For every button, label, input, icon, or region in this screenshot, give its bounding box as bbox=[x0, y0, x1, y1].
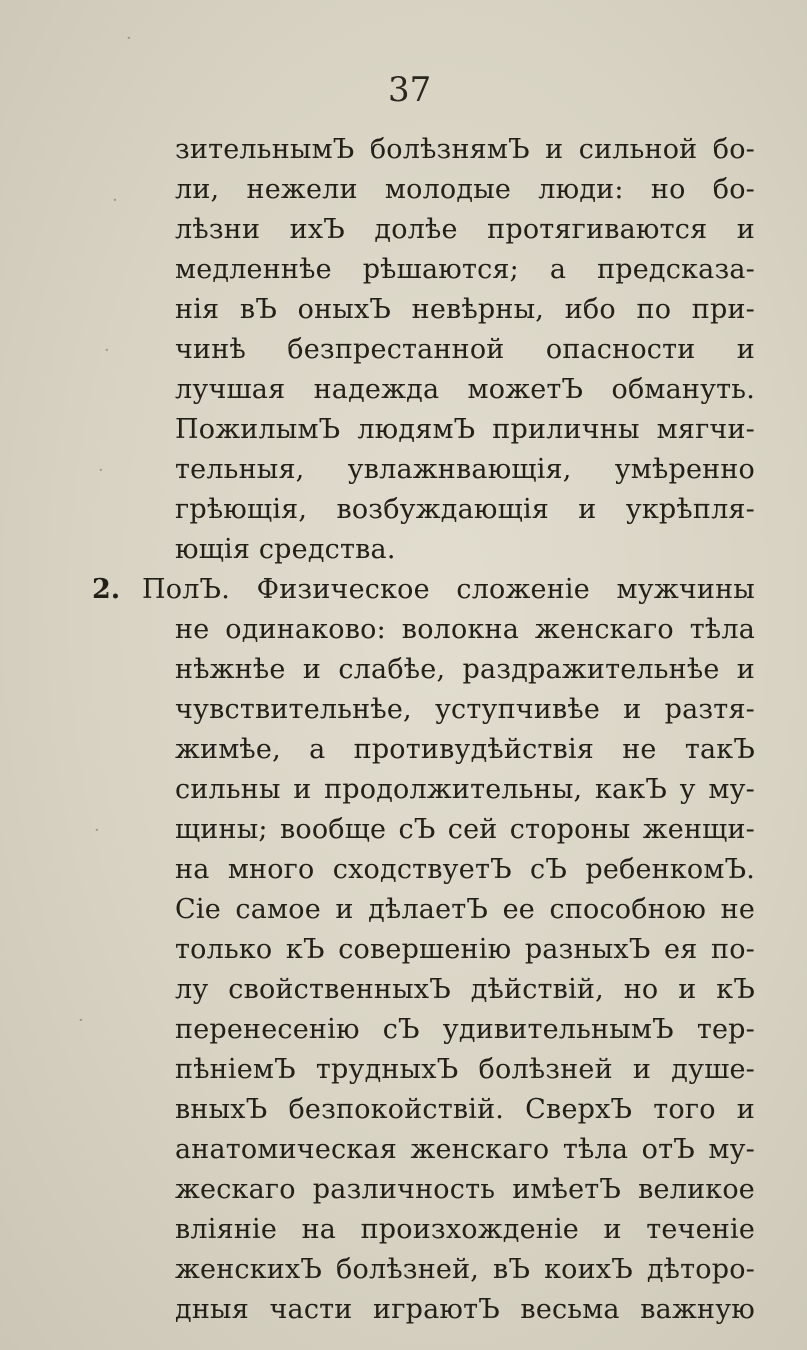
text-line: медленнѣе рѣшаются; а предсказа- bbox=[175, 254, 755, 285]
section-line: Сіе самое и дѣлаетЪ ее способною не bbox=[175, 894, 755, 925]
section-line: жимѣе, а противудѣйствія не такЪ bbox=[175, 734, 755, 765]
section-line: перенесенію сЪ удивительнымЪ тер- bbox=[175, 1014, 755, 1045]
text-line: ющія средства. bbox=[175, 534, 396, 565]
section-line: только кЪ совершенію разныхЪ ея по- bbox=[175, 934, 755, 965]
text-line: нія вЪ оныхЪ невѣрны, ибо по при- bbox=[175, 294, 755, 325]
text-line: ли, нежели молодые люди: но бо- bbox=[175, 174, 755, 205]
text-line: грѣющія, возбуждающія и укрѣпля- bbox=[175, 494, 755, 525]
section-line: не одинаково: волокна женскаго тѣла bbox=[175, 614, 755, 645]
section-line: сильны и продолжительны, какЪ у му- bbox=[175, 774, 755, 805]
text-line: чинѣ безпрестанной опасности и bbox=[175, 334, 755, 365]
section-line: чувствительнѣе, уступчивѣе и разтя- bbox=[175, 694, 755, 725]
text-line: тельныя, увлажнвающія, умѣренно bbox=[175, 454, 755, 485]
section-line: дныя части играютЪ весьма важную bbox=[175, 1294, 755, 1325]
section-line: жескаго различность имѣетЪ великое bbox=[175, 1174, 755, 1205]
page-number: 37 bbox=[388, 70, 432, 110]
margin-speck: · bbox=[98, 460, 104, 481]
text-line: лучшая надежда можетЪ обмануть. bbox=[175, 374, 755, 405]
section-line: на много сходствуетЪ сЪ ребенкомЪ. bbox=[175, 854, 755, 885]
section-line: лу свойственныхЪ дѣйствій, но и кЪ bbox=[175, 974, 755, 1005]
section-line: анатомическая женскаго тѣла отЪ му- bbox=[175, 1134, 755, 1165]
section-line: пѣніемЪ трудныхЪ болѣзней и душе- bbox=[175, 1054, 755, 1085]
margin-speck: · bbox=[112, 190, 118, 211]
section-number: 2. bbox=[92, 574, 121, 605]
text-line: зительнымЪ болѣзнямЪ и сильной бо- bbox=[175, 134, 755, 165]
margin-speck: · bbox=[94, 820, 100, 841]
section-line: нѣжнѣе и слабѣе, раздражительнѣе и bbox=[175, 654, 755, 685]
margin-speck: · bbox=[104, 340, 110, 361]
section-line: щины; вообще сЪ сей стороны женщи- bbox=[175, 814, 755, 845]
section-line: женскихЪ болѣзней, вЪ коихЪ дѣторо- bbox=[175, 1254, 755, 1285]
text-line: лѣзни ихЪ долѣе протягиваются и bbox=[175, 214, 755, 245]
section-line: вныхЪ безпокойствій. СверхЪ того и bbox=[175, 1094, 755, 1125]
section-line: вліяніе на произхожденіе и теченіе bbox=[175, 1214, 755, 1245]
text-line: ПожилымЪ людямЪ приличны мягчи- bbox=[175, 414, 755, 445]
margin-speck: · bbox=[126, 28, 132, 49]
margin-speck: · bbox=[78, 1010, 84, 1031]
section-line: ПолЪ. Физическое сложеніе мужчины bbox=[142, 574, 755, 605]
